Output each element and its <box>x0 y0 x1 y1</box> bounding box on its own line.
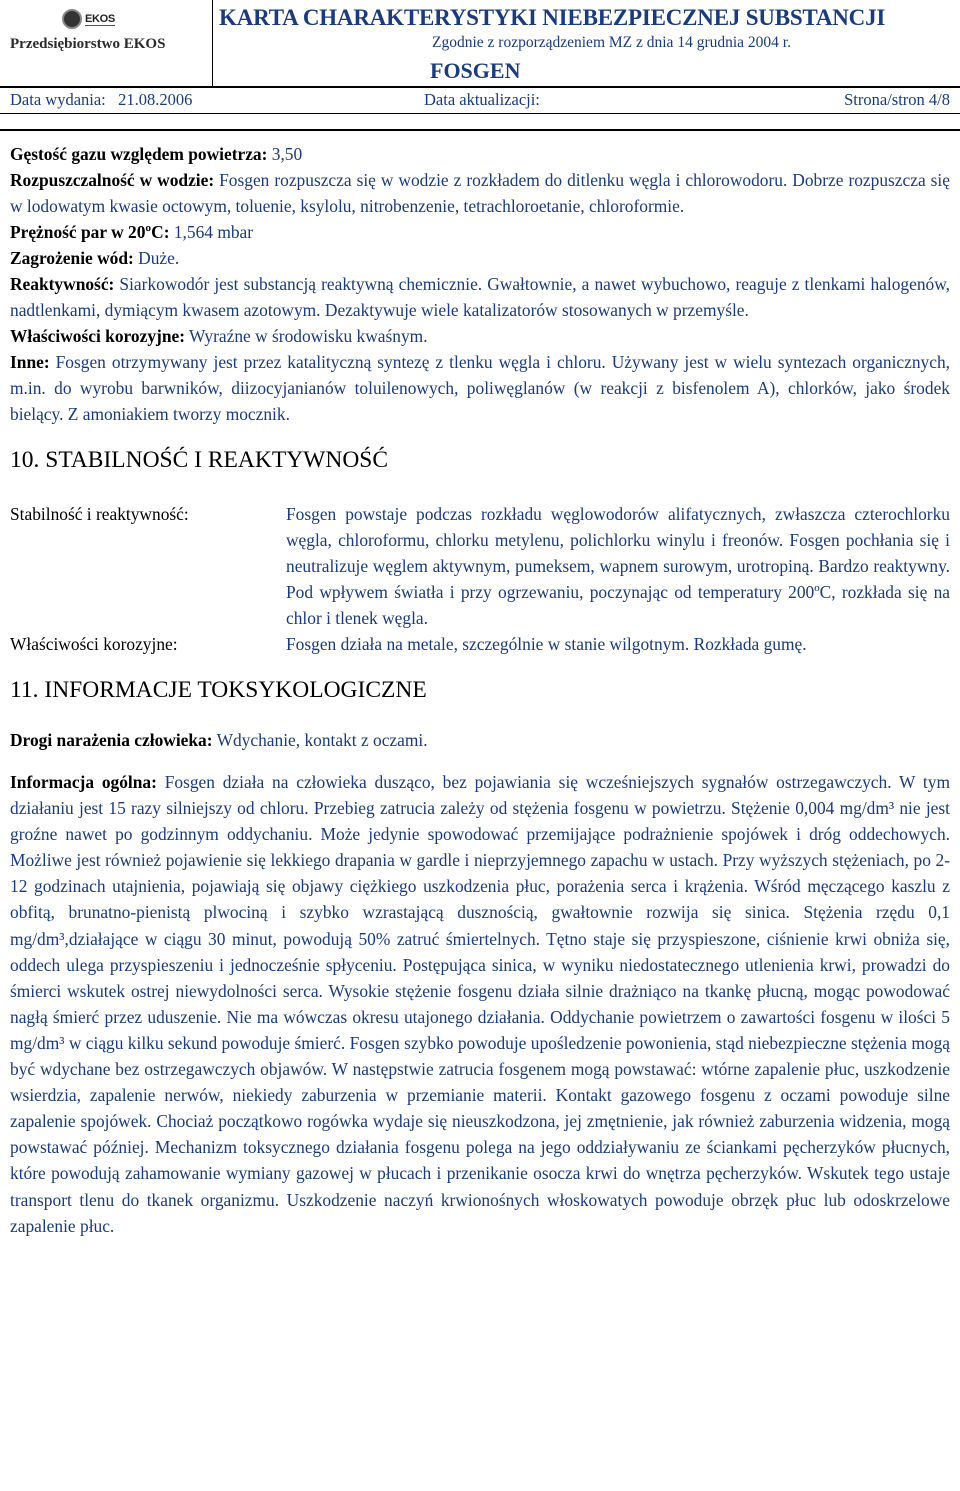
document-title: KARTA CHARAKTERYSTYKI NIEBEZPIECZNEJ SUBSTANCJI <box>219 5 886 30</box>
company-name: Przedsiębiorstwo EKOS <box>10 36 166 52</box>
property-label: Rozpuszczalność w wodzie: <box>10 170 215 190</box>
exposure-routes <box>10 727 950 753</box>
row-label: Stabilność i reaktywność: <box>10 504 189 524</box>
property-value: Fosgen otrzymywany jest przez katalityczną syntezę z tlenku węgla i chloru. Używany jest w wielu syntezach organicznych, m.in. do wyrobu barwników, diizocyjanianów toluilenowych, poliwęglanów (w reakcji z bisfenolem A), chlorków, jako środek bielący. Z amoniakiem tworzy mocznik. <box>10 352 950 424</box>
property-solubility <box>10 167 950 219</box>
logo-text: EKOS <box>85 12 115 25</box>
property-value: 1,564 mbar <box>169 222 254 242</box>
routes-label: Drogi narażenia człowieka: <box>10 730 213 750</box>
property-vapor-pressure <box>10 219 950 245</box>
general-label: Informacja ogólna: <box>10 772 157 792</box>
property-label: Zagrożenie wód: <box>10 248 134 268</box>
company-cell <box>0 0 213 86</box>
substance-name: FOSGEN <box>430 58 521 83</box>
section-10-title: 10. STABILNOŚĆ I REAKTYWNOŚĆ <box>10 447 389 473</box>
property-value: Fosgen rozpuszcza się w wodzie z rozkładem do ditlenku węgla i chlorowodoru. Dobrze rozpuszcza się w lodowatym kwasie octowym, toluenie, ksylolu, nitrobenzenie, tetrachloroetanie, chloroformie. <box>10 170 950 216</box>
section-11-title: 11. INFORMACJE TOKSYKOLOGICZNE <box>10 677 427 703</box>
property-value: 3,50 <box>267 144 303 164</box>
row-label: Właściwości korozyjne: <box>10 634 178 654</box>
document-subtitle: Zgodnie z rozporządzeniem MZ z dnia 14 grudnia 2004 r. <box>432 34 791 51</box>
property-value: Duże. <box>133 248 180 268</box>
logo-icon <box>62 9 82 29</box>
property-reactivity <box>10 271 950 323</box>
issue-date: Data wydania: 21.08.2006 <box>10 90 193 109</box>
property-value: Wyraźne w środowisku kwaśnym. <box>185 326 428 346</box>
header-divider <box>0 86 960 88</box>
routes-text: Wdychanie, kontakt z oczami. <box>212 730 428 750</box>
property-density <box>10 141 950 167</box>
stability-row <box>10 501 950 631</box>
row-text: Fosgen powstaje podczas rozkładu węglowodorów alifatycznych, zwłaszcza czterochlorku węgla, chloroformu, chlorku metylenu, polichlorku winylu i freonów. Fosgen pochłania się i neutralizuje węglem aktywnym, pumeksem, wapnem surowym, urotropiną. Bardzo reaktywny. Pod wpływem światła i przy ogrzewaniu, poczynając od temperatury 200ºC, rozkłada się na chlor i tlenek węgla. <box>286 504 950 628</box>
page-number: Strona/stron 4/8 <box>844 90 950 109</box>
general-information <box>10 769 950 1239</box>
property-label: Gęstość gazu względem powietrza: <box>10 144 268 164</box>
company-logo <box>62 4 146 34</box>
property-other <box>10 349 950 427</box>
update-date-label: Data aktualizacji: <box>424 90 540 109</box>
general-text: Fosgen działa na człowieka dusząco, bez pojawiania się wcześniejszych sygnałów ostrzegawczych. W tym działaniu jest 15 razy silniejszy od chloru. Przebieg zatrucia zależy od stężenia fosgenu w powietrzu. Stężenie 0,004 mg/dm³ nie jest groźne nawet po godzinnym oddychaniu. Może jedynie spowodować przemijające podrażnienie spojówek i dróg oddechowych. Możliwe jest również pojawienie się lekkiego drapania w gardle i nieprzyjemnego zapachu w ustach. Przy wyższych stężeniach, po 2-12 godzinach utajnienia, pojawiają się objawy ciężkiego uszkodzenia płuc, porażenia serca i krążenia. Wśród męczącego kaszlu z obfitą, brunatno-pienistą plwociną i szybko wzrastającą dusznością, gwałtownie rozwija się sinica. Stężenia rzędu 0,1 mg/dm³,działające w ciągu 30 minut, powodują 50% zatruć śmiertelnych. Tętno staje się przyspieszone, ciśnienie krwi obniża się, oddech ulega przyspieszeniu i jednocześnie spłyceniu. Postępująca sinica, w wyniku niedostatecznego utlenienia krwi, prowadzi do śmierci wskutek ostrej niewydolności serca. Wysokie stężenie fosgenu działa silnie drażniąco na tkankę płucną, mogąc powodować nagłą śmierć przez uduszenie. Nie ma wówczas okresu utajonego działania. Oddychanie powietrzem o zawartości fosgenu w ilości 5 mg/dm³ w ciągu kilku sekund powoduje śmierć. Fosgen szybko powoduje upośledzenie powonienia, stąd niebezpieczne stężenia mogą być wdychane bez ostrzegawczych objawów. W następstwie zatrucia fosgenem mogą powstawać: wtórne zapalenie płuc, uszkodzenie wsierdzia, zapalenie nerwów, niekiedy zaburzenia w przemianie materii. Kontakt gazowego fosgenu z oczami powoduje silne zapalenie spojówek. Chociaż początkowo rogówka wydaje się nieuszkodzona, jej zmętnienie, jak również zaburzenia widzenia, mogą powstawać później. Mechanizm toksycznego działania fosgenu polega na jego oddziaływaniu ze ściankami pęcherzyków płucnych, które powodują zahamowanie wymiany gazowej w płucach i przenikanie osocza krwi do wnętrza pęcherzyków. Wskutek tego ustaje transport tlenu do tkanek organizmu. Uszkodzenie naczyń krwionośnych włoskowatych powoduje obrzęk płuc lub odoskrzelowe zapalenie płuc. <box>10 772 950 1236</box>
property-label: Inne: <box>10 352 50 372</box>
property-label: Właściwości korozyjne: <box>10 326 186 346</box>
property-value: Siarkowodór jest substancją reaktywną chemicznie. Gwałtownie, a nawet wybuchowo, reaguje z tlenkami halogenów, nadtlenkami, dymiącym kwasem azotowym. Dezaktywuje wiele katalizatorów stosowanych w przemyśle. <box>10 274 950 320</box>
corrosive-row <box>10 631 950 657</box>
row-text: Fosgen działa na metale, szczególnie w stanie wilgotnym. Rozkłada gumę. <box>286 634 807 654</box>
property-label: Reaktywność: <box>10 274 115 294</box>
header-divider <box>0 113 960 114</box>
document-body <box>10 141 950 1239</box>
property-label: Prężność par w 20ºC: <box>10 222 170 242</box>
header-divider <box>0 129 960 131</box>
property-water-hazard <box>10 245 950 271</box>
property-corrosive <box>10 323 950 349</box>
